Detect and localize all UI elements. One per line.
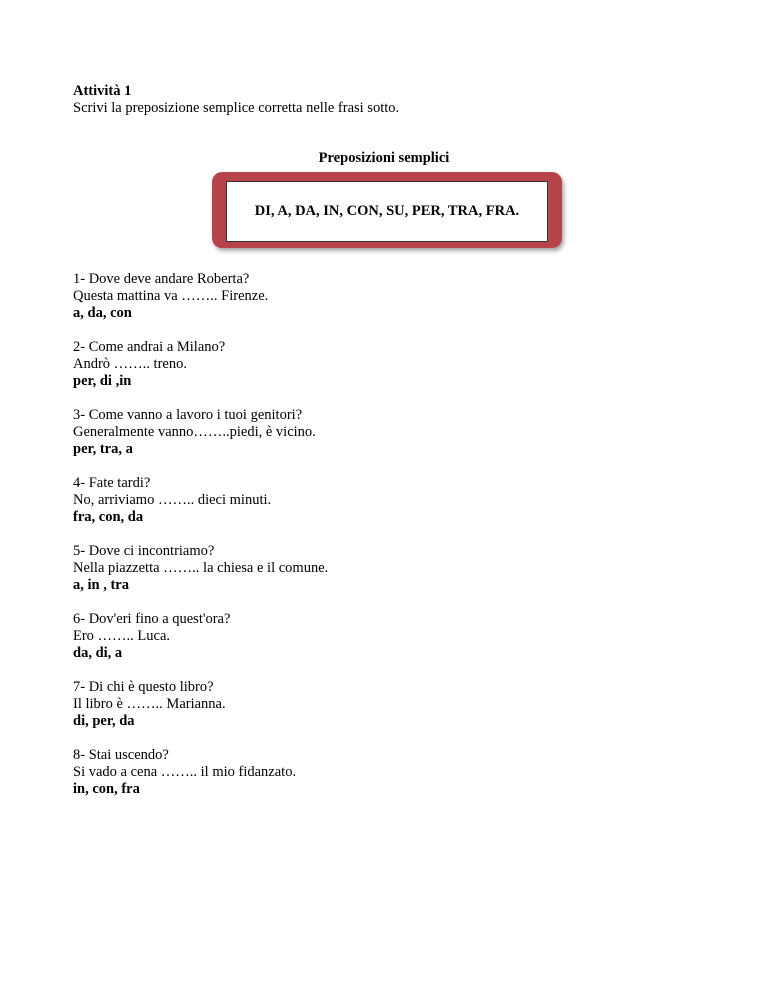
question-item-6 [73,611,328,662]
question-options: fra, con, da [73,509,144,525]
question-item-3 [73,407,328,458]
question-sentence: Ero …….. Luca. [73,628,171,644]
question-item-8 [73,747,328,798]
question-sentence: No, arriviamo …….. dieci minuti. [73,492,272,508]
question-options: per, tra, a [73,441,133,457]
prepositions-box [226,181,548,242]
question-options: a, in , tra [73,577,129,593]
question-text: 8- Stai uscendo? [73,747,169,763]
question-text: 3- Come vanno a lavoro i tuoi genitori? [73,407,303,423]
question-sentence: Si vado a cena …….. il mio fidanzato. [73,764,297,780]
question-sentence: Questa mattina va …….. Firenze. [73,288,269,304]
question-options: per, di ,in [73,373,132,389]
question-sentence: Andrò …….. treno. [73,356,187,372]
question-options: di, per, da [73,713,135,729]
question-text: 6- Dov'eri fino a quest'ora? [73,611,231,627]
question-sentence: Il libro è …….. Marianna. [73,696,226,712]
prepositions-list: DI, A, DA, IN, CON, SU, PER, TRA, FRA. [254,203,520,219]
question-item-5 [73,543,328,594]
question-text: 1- Dove deve andare Roberta? [73,271,250,287]
activity-title: Attività 1 [73,83,132,99]
question-sentence: Nella piazzetta …….. la chiesa e il comune. [73,560,329,576]
activity-instruction: Scrivi la preposizione semplice corretta nelle frasi sotto. [73,100,400,116]
question-item-2 [73,339,328,390]
question-text: 2- Come andrai a Milano? [73,339,226,355]
question-item-7 [73,679,328,730]
question-text: 5- Dove ci incontriamo? [73,543,215,559]
question-options: a, da, con [73,305,132,321]
activity-header [73,83,399,117]
question-item-4 [73,475,328,526]
question-item-1 [73,271,328,322]
question-text: 4- Fate tardi? [73,475,151,491]
question-options: in, con, fra [73,781,140,797]
question-sentence: Generalmente vanno……..piedi, è vicino. [73,424,316,440]
question-text: 7- Di chi è questo libro? [73,679,214,695]
question-list [73,271,328,815]
prepositions-title: Preposizioni semplici [318,150,450,166]
question-options: da, di, a [73,645,123,661]
